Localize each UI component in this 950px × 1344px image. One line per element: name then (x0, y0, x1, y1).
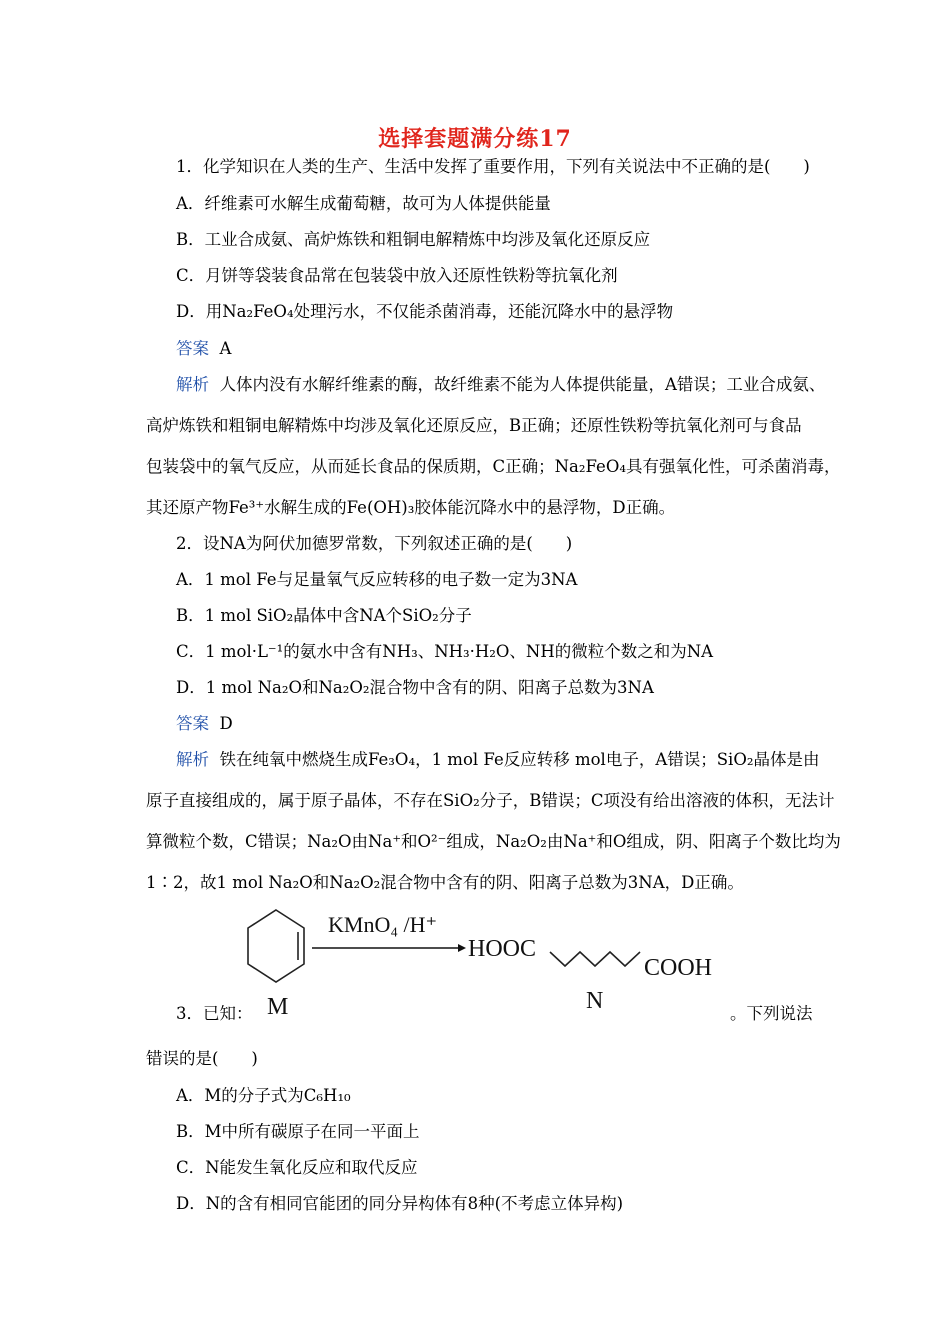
reaction-scheme (240, 900, 740, 1030)
analysis-text: 人体内没有水解纤维素的酶，故纤维素不能为人体提供能量，A错误；工业合成氨、 (219, 375, 826, 394)
q3-option-b: B．M中所有碳原子在同一平面上 (176, 1122, 420, 1141)
q3-option-a: A．M的分子式为C₆H₁₀ (176, 1086, 351, 1105)
q1-stem: 1．化学知识在人类的生产、生活中发挥了重要作用，下列有关说法中不正确的是( ) (176, 157, 810, 176)
q1-analysis-line-4: 其还原产物Fe³⁺水解生成的Fe(OH)₃胶体能沉降水中的悬浮物，D正确。 (146, 498, 676, 517)
q2-analysis-line-1 (176, 749, 819, 771)
page-title: 选择套题满分练17 (378, 126, 572, 152)
product-right-group: COOH (644, 955, 713, 981)
reaction-arrowhead (458, 944, 466, 952)
q1-analysis-line-1 (176, 374, 825, 396)
q2-analysis-line-2: 原子直接组成的，属于原子晶体，不存在SiO₂分子，B错误；C项没有给出溶液的体积，无法计 (146, 791, 835, 810)
q1-option-c: C．月饼等袋装食品常在包装袋中放入还原性铁粉等抗氧化剂 (176, 266, 618, 285)
q3-option-d: D．N的含有相同官能团的同分异构体有8种(不考虑立体异构) (176, 1194, 624, 1213)
label-n: N (586, 988, 604, 1014)
product-left-group: HOOC (468, 936, 537, 962)
q3-stem-prefix: 3．已知： (176, 1004, 253, 1023)
q3-option-c: C．N能发生氧化反应和取代反应 (176, 1158, 418, 1177)
q1-option-a: A．纤维素可水解生成葡萄糖，故可为人体提供能量 (176, 194, 551, 213)
label-m: M (267, 994, 289, 1020)
reagent-label: KMnO₄ /H⁺ (328, 912, 438, 937)
q2-option-c: C．1 mol·L⁻¹的氨水中含有NH₃、NH₃·H₂O、NH的微粒个数之和为NA (176, 642, 714, 661)
analysis-label: 解析 (176, 750, 209, 769)
q2-answer (176, 713, 233, 735)
q1-option-b: B．工业合成氨、高炉炼铁和粗铜电解精炼中均涉及氧化还原反应 (176, 230, 651, 249)
answer-value: A (219, 339, 232, 358)
q3-stem-suffix: 。下列说法 (730, 1004, 813, 1023)
q3-stem-line-2: 错误的是( ) (146, 1049, 258, 1068)
q2-analysis-line-4: 1∶2，故1 mol Na₂O和Na₂O₂混合物中含有的阴、阳离子总数为3NA，D正确。 (146, 873, 744, 892)
analysis-text: 铁在纯氧中燃烧生成Fe₃O₄，1 mol Fe反应转移 mol电子，A错误；SiO₂晶体是由 (219, 750, 820, 769)
q2-option-b: B．1 mol SiO₂晶体中含NA个SiO₂分子 (176, 606, 472, 625)
carbon-chain (550, 952, 640, 966)
answer-label: 答案 (176, 339, 209, 358)
q1-option-d: D．用Na₂FeO₄处理污水，不仅能杀菌消毒，还能沉降水中的悬浮物 (176, 302, 674, 321)
q1-analysis-line-3: 包装袋中的氧气反应，从而延长食品的保质期，C正确；Na₂FeO₄具有强氧化性，可杀菌消毒， (146, 457, 841, 476)
answer-label: 答案 (176, 714, 209, 733)
q1-answer (176, 338, 231, 360)
q1-analysis-line-2: 高炉炼铁和粗铜电解精炼中均涉及氧化还原反应，B正确；还原性铁粉等抗氧化剂可与食品 (146, 416, 802, 435)
answer-value: D (219, 714, 233, 733)
analysis-label: 解析 (176, 375, 209, 394)
q2-option-a: A．1 mol Fe与足量氧气反应转移的电子数一定为3NA (176, 570, 578, 589)
cyclohexene-structure-m (248, 910, 304, 982)
q2-option-d: D．1 mol Na₂O和Na₂O₂混合物中含有的阴、阳离子总数为3NA (176, 678, 654, 697)
q2-stem: 2．设NA为阿伏加德罗常数，下列叙述正确的是( ) (176, 534, 573, 553)
q2-analysis-line-3: 算微粒个数，C错误；Na₂O由Na⁺和O²⁻组成，Na₂O₂由Na⁺和O组成，阴、阳离子个数比均为 (146, 832, 841, 851)
